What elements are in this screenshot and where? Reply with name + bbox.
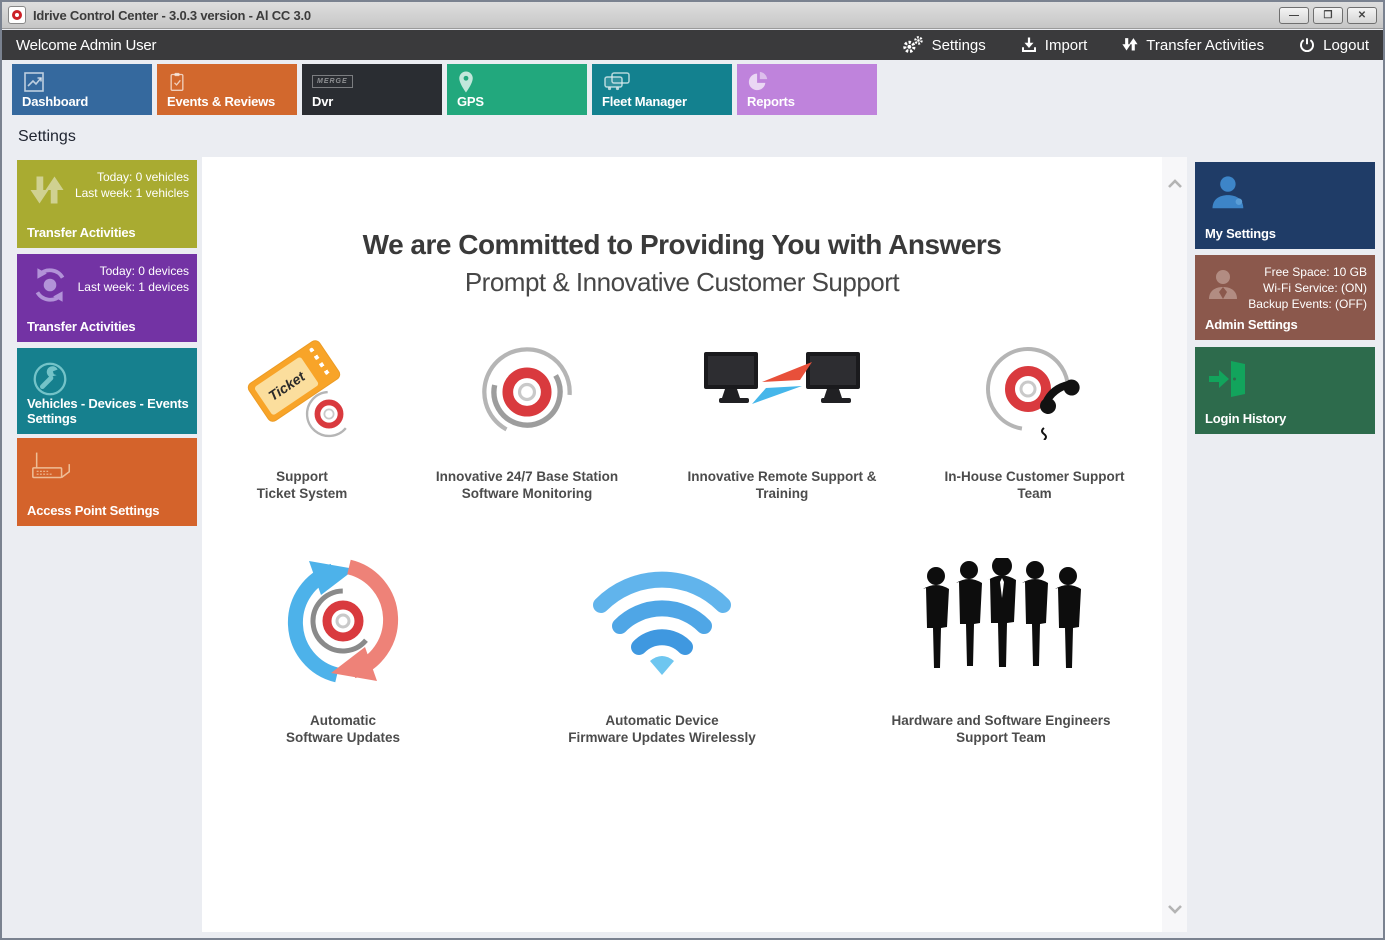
main-subheading: Prompt & Innovative Customer Support [464,267,900,297]
feature-remote-support: Innovative Remote Support & Training [655,344,910,502]
content-scrollbar[interactable] [1162,157,1187,932]
main-content-panel [202,157,1187,932]
customer-support-phone-icon [980,344,1090,445]
app-logo-icon [8,6,26,24]
transfer-arrows-icon [29,170,65,215]
nav-tile-fleet-manager[interactable]: Fleet Manager [592,64,732,115]
transfer-activities-button[interactable]: Transfer Activities [1121,35,1264,55]
scroll-down-arrow[interactable] [1162,894,1187,924]
card-transfer-activities-vehicles[interactable]: Today: 0 vehicles Last week: 1 vehicles Transfer Activities [17,160,197,248]
nav-tile-dashboard[interactable]: Dashboard [12,64,152,115]
window-title: Idrive Control Center - 3.0.3 version - Al CC 3.0 [33,7,311,23]
auto-software-updates-icon [263,557,423,690]
base-station-monitoring-icon [479,344,575,445]
app-header [2,30,1383,60]
page-title: Settings [18,128,76,145]
support-ticket-icon: Ticket [247,342,357,447]
maximize-button[interactable]: ❐ [1313,7,1343,24]
card-transfer-activities-devices[interactable]: Today: 0 devices Last week: 1 devices Transfer Activities [17,254,197,342]
remote-support-icon [700,346,864,443]
merge-logo-icon: MERGE [312,70,353,88]
welcome-text: Welcome Admin User [16,36,157,54]
feature-wifi-firmware-updates: Automatic Device Firmware Updates Wirelessly [512,558,812,746]
stat-line: Last week: 1 devices [77,280,189,294]
stat-line: Today: 0 vehicles [96,170,189,184]
transfer-arrows-icon [1121,35,1139,55]
feature-engineers-team: Hardware and Software Engineers Support Team [856,558,1146,746]
card-access-point-settings[interactable]: Access Point Settings [17,438,197,526]
card-my-settings[interactable]: My Settings [1195,162,1375,249]
nav-tile-events-reviews[interactable]: Events & Reviews [157,64,297,115]
stat-line: Wi-Fi Service: (ON) [1263,281,1367,295]
card-admin-settings[interactable]: Free Space: 10 GB Wi-Fi Service: (ON) Backup Events: (OFF) Admin Settings [1195,255,1375,340]
title-bar [2,2,1383,29]
login-door-icon [1207,357,1251,406]
close-button[interactable]: ✕ [1347,7,1377,24]
power-icon [1298,36,1316,54]
access-point-icon [29,448,75,489]
feature-base-station-monitoring: Innovative 24/7 Base Station Software Monitoring [400,344,655,502]
minimize-button[interactable]: — [1279,7,1309,24]
pie-chart-icon [747,70,769,97]
main-heading: We are Committed to Providing You with Answers [362,229,1002,260]
stat-line: Today: 0 devices [99,264,189,278]
nav-tile-gps[interactable]: GPS [447,64,587,115]
gears-icon [901,35,925,55]
feature-auto-software-updates: Automatic Software Updates [218,558,468,746]
card-login-history[interactable]: Login History [1195,347,1375,434]
settings-button[interactable]: Settings [901,35,986,55]
stat-line: Last week: 1 vehicles [74,186,189,200]
engineers-team-icon [914,558,1089,688]
stat-line: Free Space: 10 GB [1264,265,1367,279]
features-row-1 [202,344,1162,502]
main-nav [12,64,877,115]
user-icon [1207,172,1251,221]
nav-tile-reports[interactable]: Reports [737,64,877,115]
logout-button[interactable]: Logout [1298,36,1369,54]
download-icon [1020,36,1038,54]
vehicles-icon [602,70,632,97]
feature-support-ticket: Ticket Support Ticket System [205,344,400,502]
nav-tile-dvr[interactable]: MERGE Dvr [302,64,442,115]
scroll-up-arrow[interactable] [1162,169,1187,199]
stat-line: Backup Events: (OFF) [1248,297,1367,311]
feature-customer-support-phone: In-House Customer Support Team [910,344,1160,502]
sync-icon [29,264,71,311]
import-button[interactable]: Import [1020,36,1088,54]
admin-user-icon [1207,265,1247,314]
features-row-2 [202,558,1162,746]
wifi-firmware-updates-icon [587,563,737,683]
card-vehicles-devices-events-settings[interactable]: Vehicles - Devices - Events Settings [17,348,197,434]
